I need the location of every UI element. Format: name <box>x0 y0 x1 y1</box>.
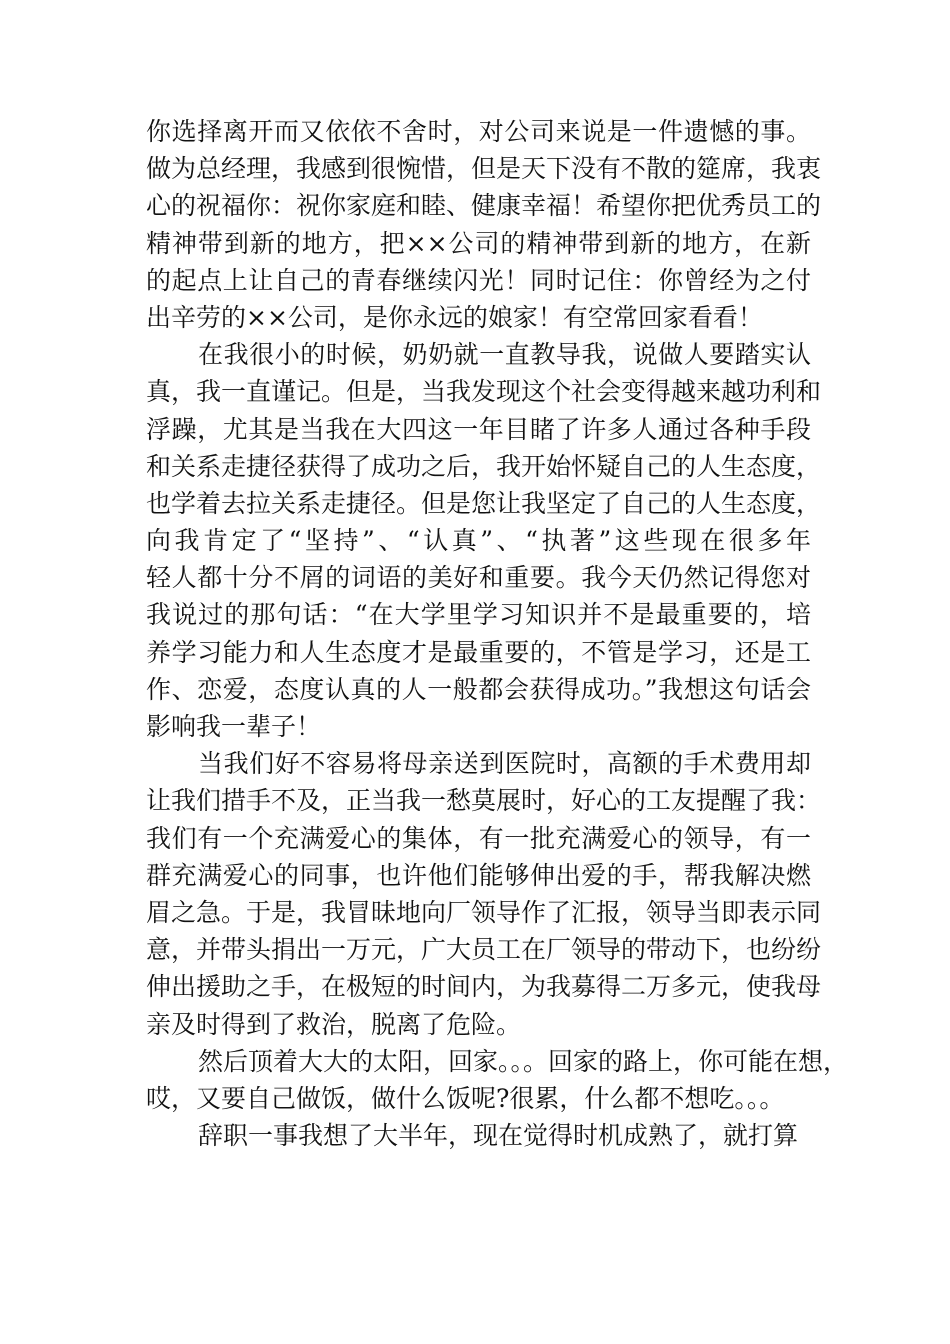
text-line: 的起点上让自己的青春继续闪光！同时记住：你曾经为之付 <box>146 265 811 295</box>
text-line: 意，并带头捐出一万元，广大员工在厂领导的带动下，也纷纷 <box>146 935 822 965</box>
text-line: 出辛劳的××公司，是你永远的娘家！有空常回家看看！ <box>146 302 763 332</box>
text-line: 和关系走捷径获得了成功之后，我开始怀疑自己的人生态度， <box>146 451 822 481</box>
text-line: 影响我一辈子！ <box>146 712 322 741</box>
text-line: 在我很小的时候，奶奶就一直教导我，说做人要踏实认 <box>198 340 811 370</box>
text-line: 心的祝福你：祝你家庭和睦、健康幸福！希望你把优秀员工的 <box>146 191 822 221</box>
text-line: 轻人都十分不屑的词语的美好和重要。我今天仍然记得您对 <box>146 563 811 593</box>
text-line: 浮躁，尤其是当我在大四这一年目睹了许多人通过各种手段 <box>146 414 811 444</box>
text-line: 群充满爱心的同事，也许他们能够伸出爱的手，帮我解决燃 <box>146 860 811 890</box>
text-line: 然后顶着大大的太阳，回家。。。回家的路上，你可能在想， <box>198 1046 849 1076</box>
text-line: 做为总经理，我感到很惋惜，但是天下没有不散的筵席，我衷 <box>146 154 822 184</box>
text-line: 真，我一直谨记。但是，当我发现这个社会变得越来越功利和 <box>146 377 822 407</box>
text-line: 我们有一个充满爱心的集体，有一批充满爱心的领导，有一 <box>146 823 811 853</box>
text-line: 辞职一事我想了大半年，现在觉得时机成熟了，就打算 <box>198 1121 799 1151</box>
text-line: 伸出援助之手，在极短的时间内，为我募得二万多元，使我母 <box>146 972 822 1002</box>
paragraph <box>146 1043 849 1117</box>
paragraph <box>146 1117 811 1154</box>
text-line: 我说过的那句话：“在大学里学习知识并不是最重要的，培 <box>146 600 811 630</box>
text-line: 向我肯定了“坚持”、“认真”、“执著”这些现在很多年 <box>146 526 811 556</box>
text-line: 精神带到新的地方，把××公司的精神带到新的地方，在新 <box>146 228 811 258</box>
text-line: 眉之急。于是，我冒昧地向厂领导作了汇报，领导当即表示同 <box>146 897 822 927</box>
paragraph <box>146 336 822 745</box>
text-line: 也学着去拉关系走捷径。但是您让我坚定了自己的人生态度， <box>146 488 822 518</box>
document-body <box>146 113 849 1154</box>
paragraph <box>146 745 822 1043</box>
text-line: 作、恋爱，态度认真的人一般都会获得成功。”我想这句话会 <box>146 674 811 704</box>
text-line: 哎，又要自己做饭，做什么饭呢?很累，什么都不想吃。。。 <box>146 1083 785 1113</box>
text-line: 让我们措手不及，正当我一愁莫展时，好心的工友提醒了我： <box>146 786 822 816</box>
text-line: 当我们好不容易将母亲送到医院时，高额的手术费用却 <box>198 749 811 779</box>
text-line: 养学习能力和人生态度才是最重要的，不管是学习，还是工 <box>146 637 811 667</box>
text-line: 亲及时得到了救治，脱离了危险。 <box>146 1009 522 1039</box>
paragraph <box>146 113 822 336</box>
text-line: 你选择离开而又依依不舍时，对公司来说是一件遗憾的事。 <box>146 117 811 146</box>
